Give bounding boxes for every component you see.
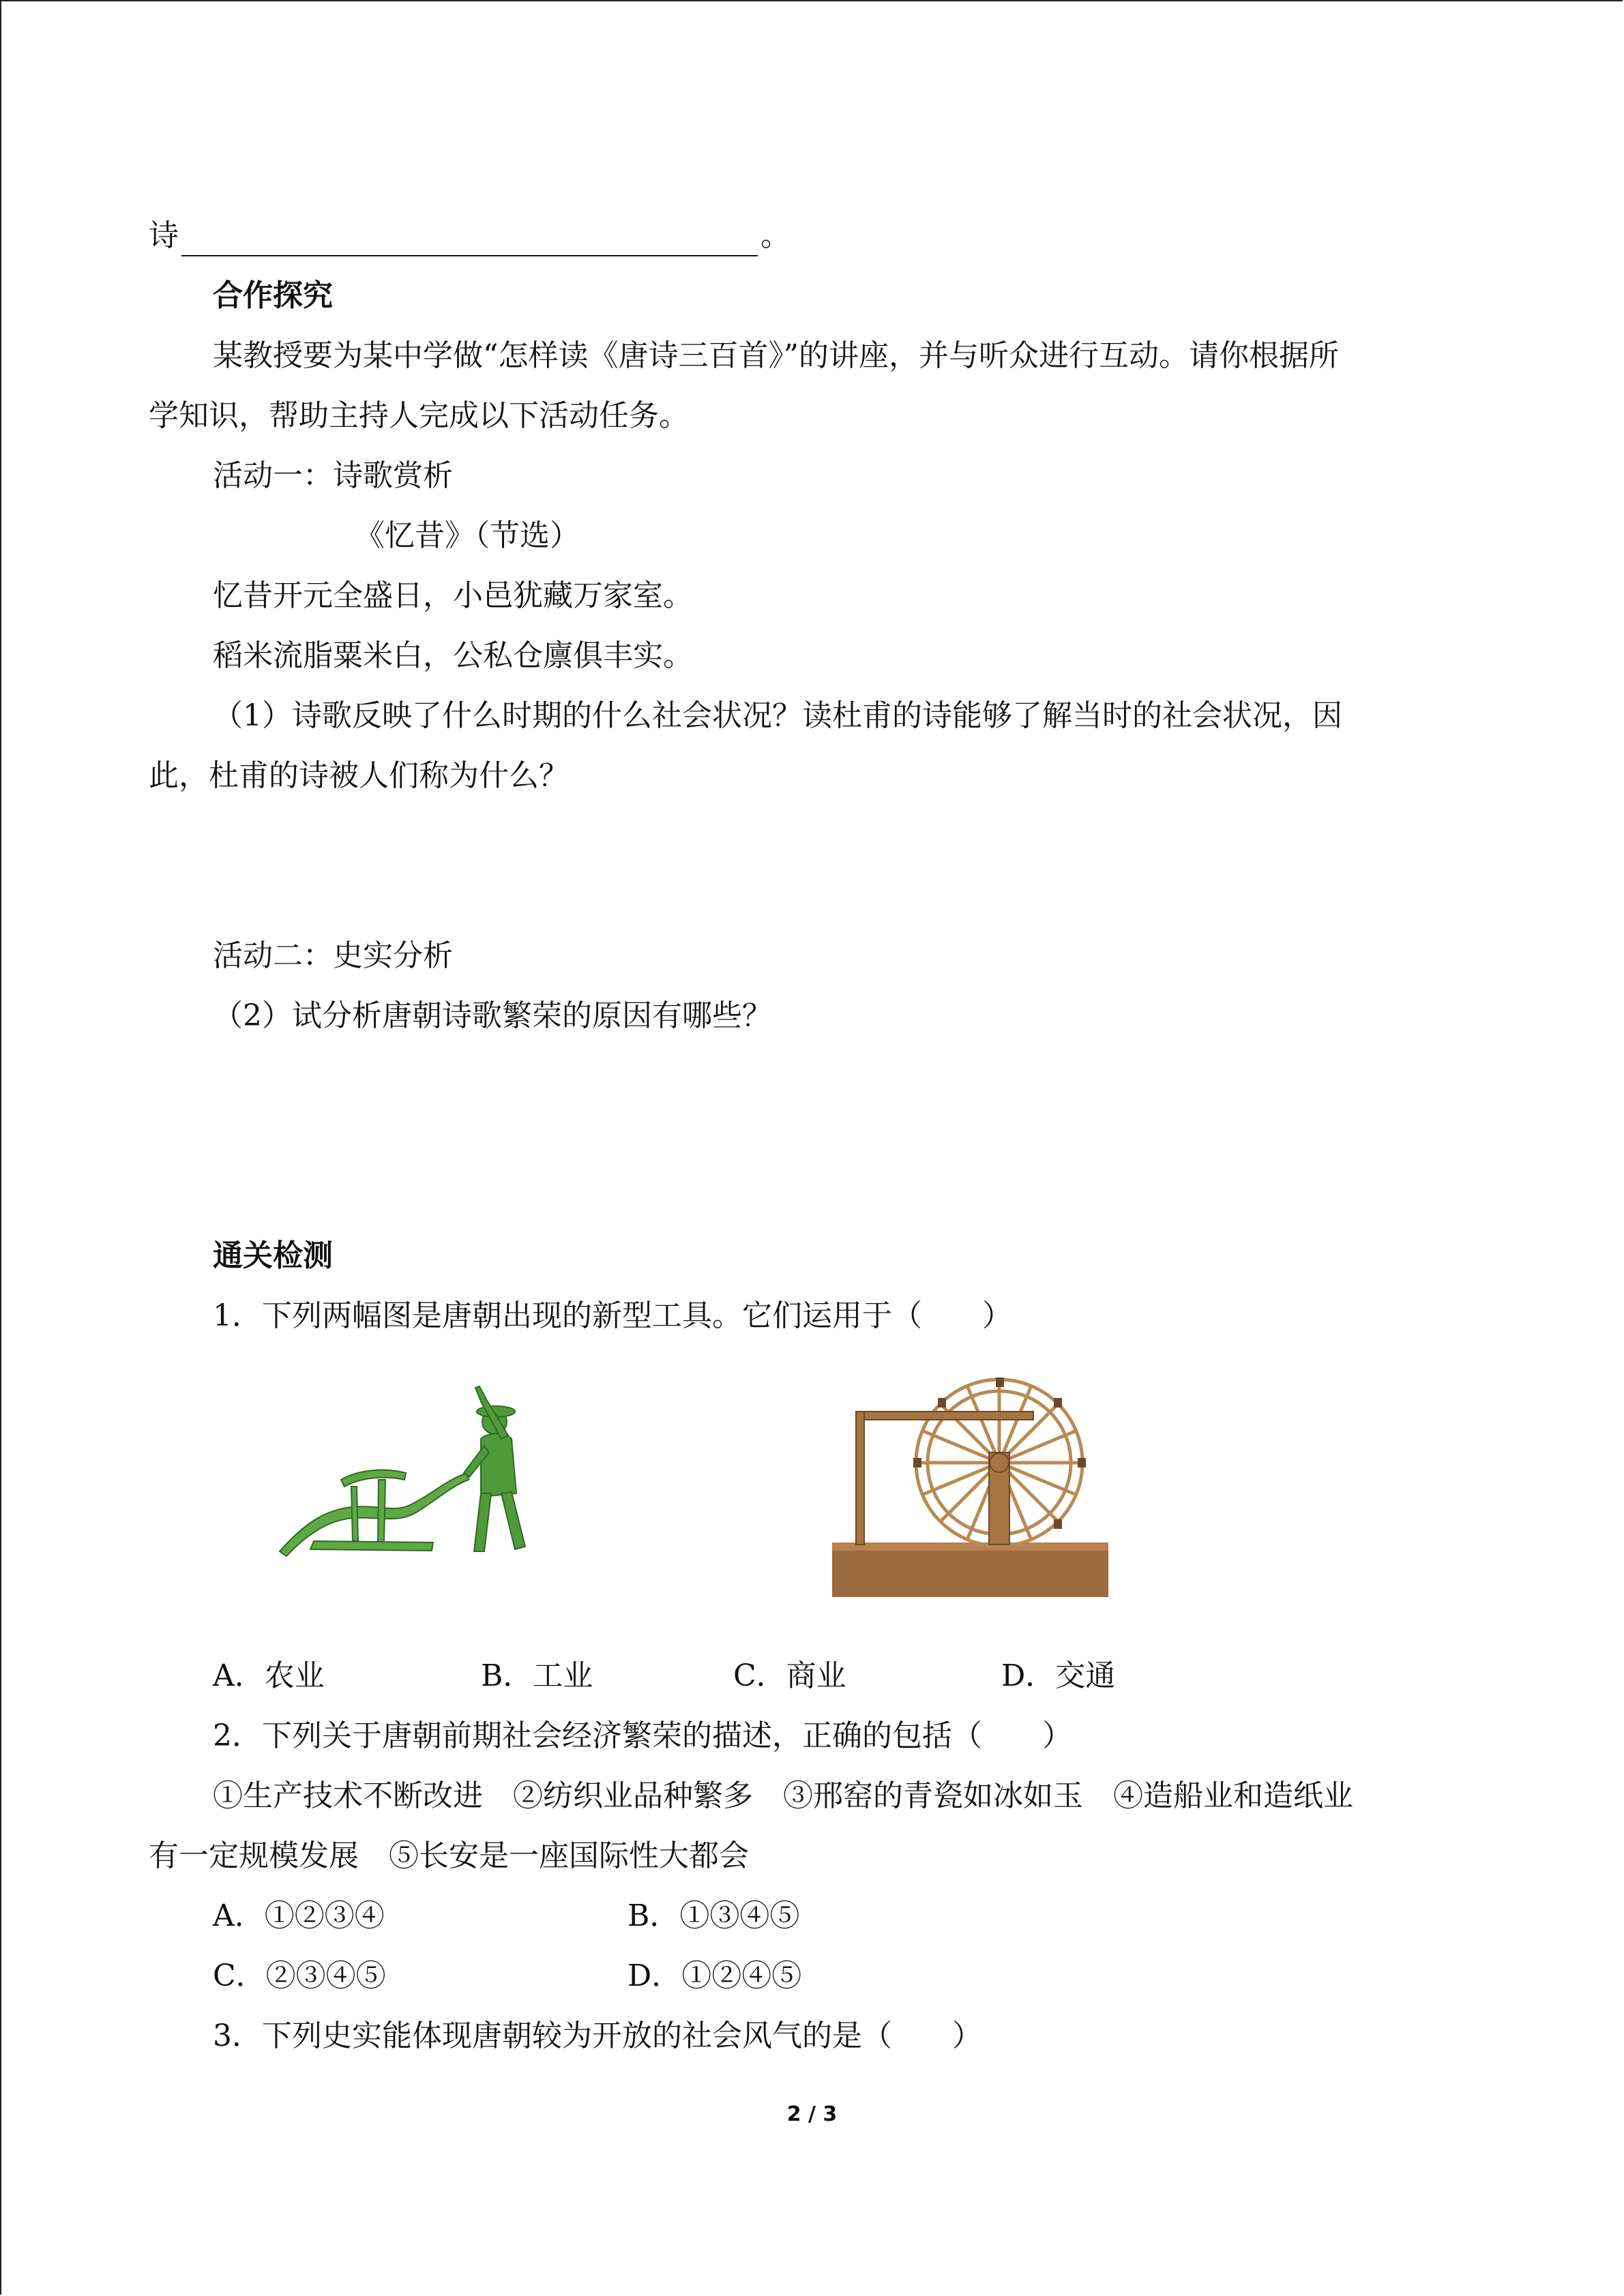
answer-blank[interactable] xyxy=(181,225,758,256)
mc2-option-a[interactable]: A．①②③④ xyxy=(213,1898,385,1933)
question-2: （2）试分析唐朝诗歌繁荣的原因有哪些？ xyxy=(213,998,772,1033)
mc1-option-a[interactable]: A．农业 xyxy=(213,1658,325,1693)
water-wheel-figure xyxy=(829,1364,1115,1599)
mc2-statement-line-2: 有一定规模发展 ⑤长安是一座国际性大都会 xyxy=(149,1838,749,1873)
period: 。 xyxy=(761,218,791,253)
intro-line-2: 学知识，帮助主持人完成以下活动任务。 xyxy=(149,398,689,433)
mc1-option-d[interactable]: D．交通 xyxy=(1001,1658,1116,1693)
poem-line-2: 稻米流脂粟米白，公私仓廪俱丰实。 xyxy=(213,638,693,673)
mc2-statement-line-1: ①生产技术不断改进 ②纺织业品种繁多 ③邢窑的青瓷如冰如玉 ④造船业和造纸业 xyxy=(213,1778,1353,1813)
mc1-option-c[interactable]: C．商业 xyxy=(733,1658,846,1693)
poem-answer-line xyxy=(149,215,791,256)
mc2-option-c[interactable]: C．②③④⑤ xyxy=(213,1958,386,1993)
activity-2-title: 活动二：史实分析 xyxy=(213,938,453,973)
curved-plow-figure xyxy=(276,1384,542,1562)
question-1-line-2: 此，杜甫的诗被人们称为什么？ xyxy=(149,758,569,793)
poem-line-1: 忆昔开元全盛日，小邑犹藏万家室。 xyxy=(213,578,693,613)
mc1-stem: 1．下列两幅图是唐朝出现的新型工具。它们运用于（ ） xyxy=(213,1298,1012,1333)
mc3-stem: 3．下列史实能体现唐朝较为开放的社会风气的是（ ） xyxy=(213,2018,982,2053)
question-1-line-1: （1）诗歌反映了什么时期的什么社会状况？读杜甫的诗能够了解当时的社会状况，因 xyxy=(213,698,1342,733)
poem-label: 诗 xyxy=(149,218,179,253)
farmer xyxy=(464,1386,525,1551)
activity-1-title: 活动一：诗歌赏析 xyxy=(213,458,453,493)
intro-line-1: 某教授要为某中学做“怎样读《唐诗三百首》”的讲座，并与听众进行互动。请你根据所 xyxy=(213,338,1339,373)
mc2-option-d[interactable]: D．①②④⑤ xyxy=(628,1958,802,1993)
wooden-base xyxy=(832,1548,1108,1597)
mc2-option-b[interactable]: B．①③④⑤ xyxy=(628,1898,800,1933)
section-title-cooperative: 合作探究 xyxy=(213,278,333,313)
section-title-test: 通关检测 xyxy=(213,1238,333,1273)
mc2-stem: 2．下列关于唐朝前期社会经济繁荣的描述，正确的包括（ ） xyxy=(213,1718,1072,1753)
mc1-option-b[interactable]: B．工业 xyxy=(481,1658,593,1693)
poem-title: 《忆昔》（节选） xyxy=(355,518,580,553)
page-number: 2 / 3 xyxy=(786,2102,838,2126)
